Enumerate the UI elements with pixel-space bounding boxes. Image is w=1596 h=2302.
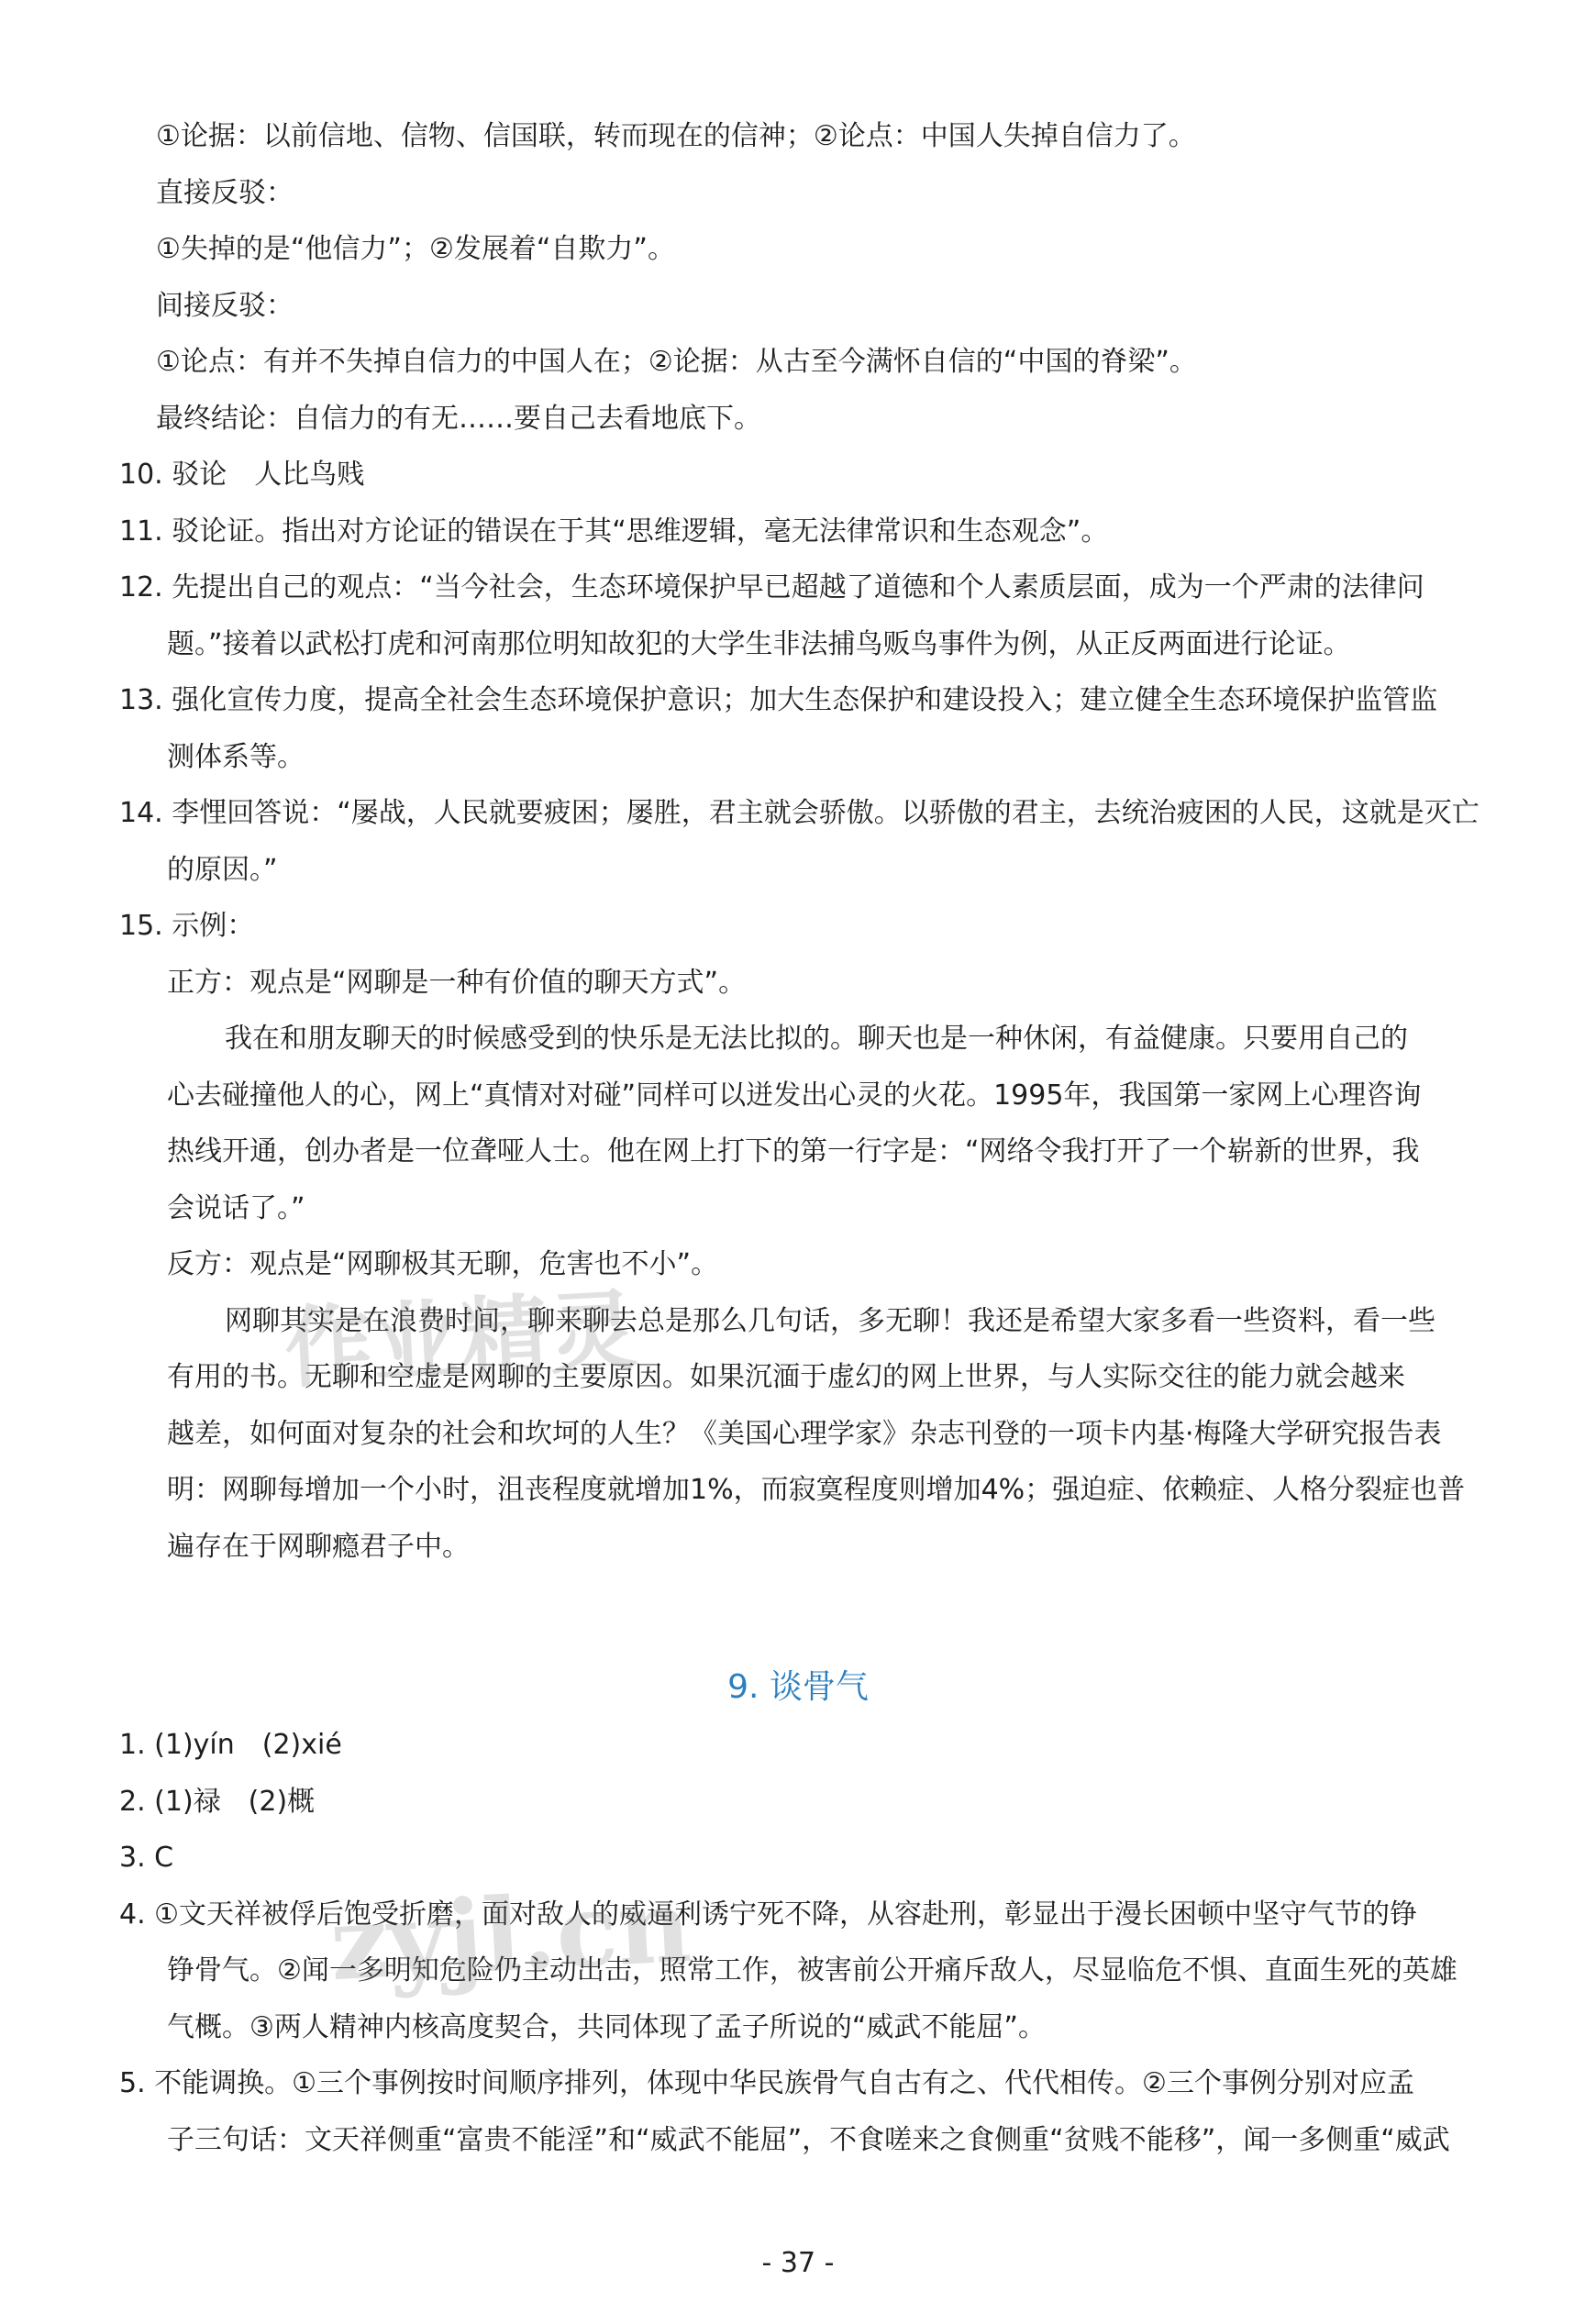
text-line: 最终结论：自信力的有无……要自己去看地底下。: [156, 402, 761, 435]
text-line: 10. 驳论 人比鸟贱: [119, 459, 365, 491]
text-line: 正方：观点是“网聊是一种有价值的聊天方式”。: [167, 966, 747, 999]
text-line: 测体系等。: [167, 740, 305, 773]
text-line: 12. 先提出自己的观点：“当今社会，生态环境保护早已超越了道德和个人素质层面，成为一个严肃的法律问: [119, 571, 1424, 603]
text-line: 间接反驳：: [156, 289, 294, 322]
text-line: ①论点：有并不失掉自信力的中国人在；②论据：从古至今满怀自信的“中国的脊梁”。: [156, 346, 1197, 378]
section-title: 9. 谈骨气: [727, 1668, 869, 1706]
text-line: 3. C: [119, 1842, 174, 1874]
text-line: 14. 李悝回答说：“屡战，人民就要疲困；屡胜，君主就会骄傲。以骄傲的君主，去统治疲困的人民，这就是灭亡: [119, 797, 1480, 829]
watermark-text: 作业精灵: [282, 1278, 640, 1400]
text-line: ①论据：以前信地、信物、信国联，转而现在的信神；②论点：中国人失掉自信力了。: [156, 120, 1196, 152]
text-line: 5. 不能调换。①三个事例按时间顺序排列，体现中华民族骨气自古有之、代代相传。②三个事例分别对应孟: [119, 2067, 1414, 2099]
text-line: 11. 驳论证。指出对方论证的错误在于其“思维逻辑，毫无法律常识和生态观念”。: [119, 515, 1109, 548]
text-line: 网聊其实是在浪费时间，聊来聊去总是那么几句话，多无聊！我还是希望大家多看一些资料，看一些: [225, 1304, 1435, 1337]
text-line: 1. (1)yín (2)xié: [119, 1729, 342, 1761]
text-line: 13. 强化宣传力度，提高全社会生态环境保护意识；加大生态保护和建设投入；建立健全生态环境保护监管监: [119, 684, 1438, 716]
text-line: 明：网聊每增加一个小时，沮丧程度就增加1%，而寂寞程度则增加4%；强迫症、依赖症、人格分裂症也普: [167, 1474, 1466, 1506]
text-line: 题。”接着以武松打虎和河南那位明知故犯的大学生非法捕鸟贩鸟事件为例，从正反两面进行论证。: [167, 627, 1351, 660]
text-line: 2. (1)禄 (2)概: [119, 1785, 316, 1818]
text-line: 4. ①文天祥被俘后饱受折磨，面对敌人的威逼利诱宁死不降，从容赴刑，彰显出于漫长困顿中坚守气节的铮: [119, 1898, 1418, 1931]
watermark-url: zyjl.cn: [327, 1865, 694, 2004]
text-line: 反方：观点是“网聊极其无聊，危害也不小”。: [167, 1248, 719, 1280]
text-line: 会说话了。”: [167, 1191, 305, 1224]
text-line: 心去碰撞他人的心，网上“真情对对碰”同样可以迸发出心灵的火花。1995年，我国第一家网上心理咨询: [167, 1079, 1422, 1112]
text-line: 有用的书。无聊和空虚是网聊的主要原因。如果沉湎于虚幻的网上世界，与人实际交往的能力就会越来: [167, 1361, 1405, 1393]
page-number: - 37 -: [761, 2247, 835, 2279]
text-line: 铮骨气。②闻一多明知危险仍主动出击，照常工作，被害前公开痛斥敌人，尽显临危不惧、直面生死的英雄: [167, 1954, 1457, 1987]
text-line: 的原因。”: [167, 853, 278, 886]
text-line: 遍存在于网聊瘾君子中。: [167, 1530, 470, 1563]
text-line: 直接反驳：: [156, 176, 294, 209]
text-line: ①失掉的是“他信力”；②发展着“自欺力”。: [156, 233, 675, 265]
text-line: 子三句话：文天祥侧重“富贵不能淫”和“威武不能屈”，不食嗟来之食侧重“贫贱不能移”，闻一多侧重“威武: [167, 2123, 1450, 2156]
text-line: 我在和朋友聊天的时候感受到的快乐是无法比拟的。聊天也是一种休闲，有益健康。只要用自己的: [225, 1023, 1408, 1055]
text-line: 气概。③两人精神内核高度契合，共同体现了孟子所说的“威武不能屈”。: [167, 2010, 1046, 2043]
text-line: 越差，如何面对复杂的社会和坎坷的人生？《美国心理学家》杂志刊登的一项卡内基·梅隆大学研究报告表: [167, 1417, 1442, 1450]
text-line: 热线开通，创办者是一位聋哑人士。他在网上打下的第一行字是：“网络令我打开了一个崭新的世界，我: [167, 1135, 1420, 1168]
text-line: 15. 示例：: [119, 910, 255, 942]
